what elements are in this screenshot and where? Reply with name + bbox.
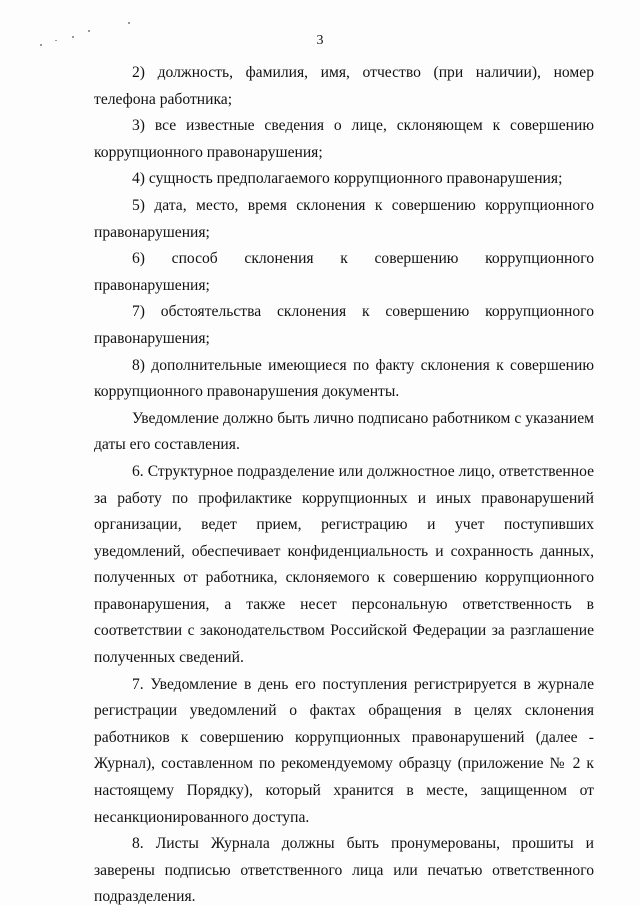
paragraph-item-4: 4) сущность предполагаемого коррупционного правонарушения; — [132, 170, 563, 188]
paragraph-item-3: 3) все известные сведения о лице, склоняющем к совершению коррупционного правонарушения; — [94, 117, 594, 161]
document-body — [94, 60, 594, 911]
paragraph-section-7: 7. Уведомление в день его поступления регистрируется в журнале регистрации уведомлений о фактах обращения в целях склонения работников к совершению коррупционных правонарушений (далее - Журнал), составленном по рекомендуемому образцу (приложение № 2 к настоящему Порядку), который хранится в месте, защищенном от несанкционированного доступа. — [94, 675, 594, 826]
paragraph-item-5: 5) дата, место, время склонения к совершению коррупционного правонарушения; — [94, 196, 594, 241]
scan-speck — [88, 30, 90, 32]
paragraph-section-6: 6. Структурное подразделение или должностное лицо, ответственное за работу по профилактике коррупционных и иных правонарушений организации, ведет прием, регистрацию и учет поступивших уведомлений, обеспечивает конфиденциальность и сохранность данных, полученных от работника, склоняемого к совершению коррупционного правонарушения, а также несет персональную ответственность в соответствии с законодательством Российской Федерации за разглашение полученных сведений. — [94, 462, 594, 667]
paragraph-section-8: 8. Листы Журнала должны быть пронумерованы, прошиты и заверены подписью ответственного лица или печатью ответственного подразделения. — [94, 835, 594, 906]
paragraph-item-2: 2) должность, фамилия, имя, отчество (при наличии), номер телефона работника; — [94, 64, 594, 108]
scan-speck — [128, 22, 130, 24]
paragraph-item-7: 7) обстоятельства склонения к совершению коррупционного правонарушения; — [94, 303, 594, 347]
page-number: 3 — [316, 33, 324, 48]
paragraph-item-6: 6) способ склонения к совершению коррупционного правонарушения; — [94, 250, 594, 294]
paragraph-signature-note: Уведомление должно быть лично подписано работником с указанием даты его составления. — [94, 409, 594, 454]
paragraph-item-8: 8) дополнительные имеющиеся по факту склонения к совершению коррупционного правонарушения документы. — [94, 356, 594, 401]
